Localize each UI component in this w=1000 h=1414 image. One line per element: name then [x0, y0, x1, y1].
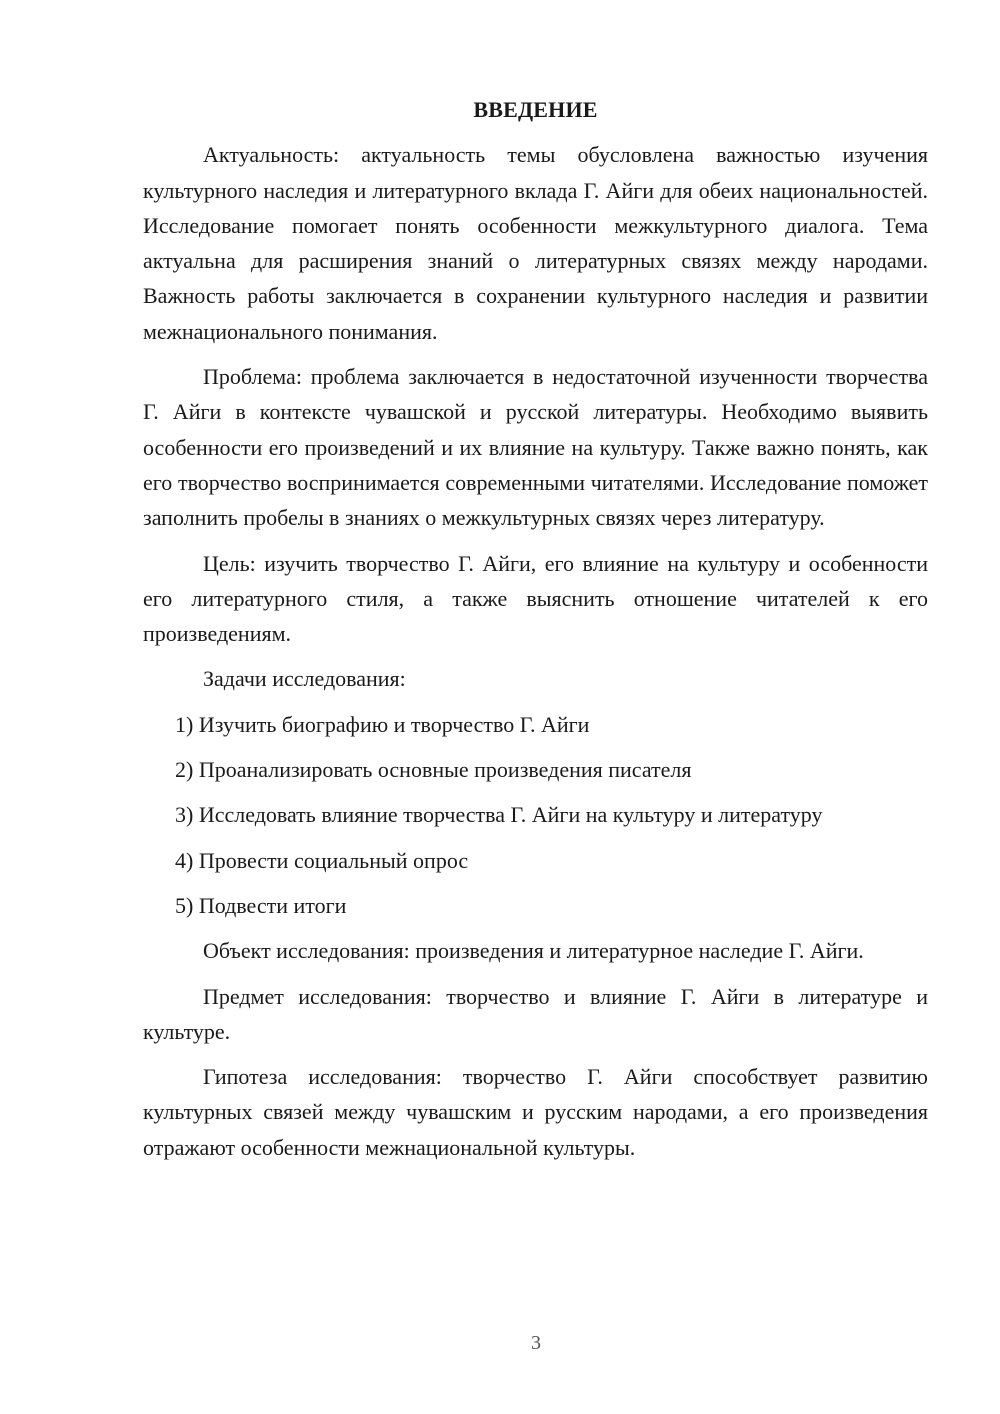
task-item: 4) Провести социальный опрос	[175, 847, 469, 873]
goal-paragraph: Цель: изучить творчество Г. Айги, его влияние на культуру и особенности его литературного стиля, а также выяснить отношение читателей к его произведениям.	[143, 550, 928, 647]
task-item: 1) Изучить биографию и творчество Г. Айги	[175, 711, 590, 737]
relevance-paragraph: Актуальность: актуальность темы обусловлена важностью изучения культурного наследия и литературного вклада Г. Айги для обеих национальностей. Исследование помогает понять особенности межкультурного диалога. Тема актуальна для расширения знаний о литературных связях между народами. Важность работы заключается в сохранении культурного наследия и развитии межнационального понимания.	[143, 142, 928, 344]
task-list	[143, 707, 928, 923]
problem-paragraph: Проблема: проблема заключается в недостаточной изученности творчества Г. Айги в контексте чувашской и русской литературы. Необходимо выявить особенности его произведений и их влияние на культуру. Также важно понять, как его творчество воспринимается современными читателями. Исследование поможет заполнить пробелы в знаниях о межкультурных связях через литературу.	[143, 364, 928, 531]
object-paragraph: Объект исследования: произведения и литературное наследие Г. Айги.	[203, 938, 864, 964]
page-number: 3	[531, 1332, 541, 1354]
task-item: 2) Проанализировать основные произведения писателя	[175, 757, 692, 783]
task-item: 3) Исследовать влияние творчества Г. Айги на культуру и литературу	[175, 802, 823, 828]
task-item: 5) Подвести итоги	[175, 892, 347, 918]
document-page	[143, 92, 928, 1175]
hypothesis-paragraph: Гипотеза исследования: творчество Г. Айги способствует развитию культурных связей между чувашским и русским народами, а его произведения отражают особенности межнациональной культуры.	[143, 1064, 928, 1160]
section-title: ВВЕДЕНИЕ	[473, 97, 598, 122]
tasks-heading: Задачи исследования:	[203, 666, 406, 692]
subject-paragraph: Предмет исследования: творчество и влияние Г. Айги в литературе и культуре.	[143, 983, 928, 1044]
